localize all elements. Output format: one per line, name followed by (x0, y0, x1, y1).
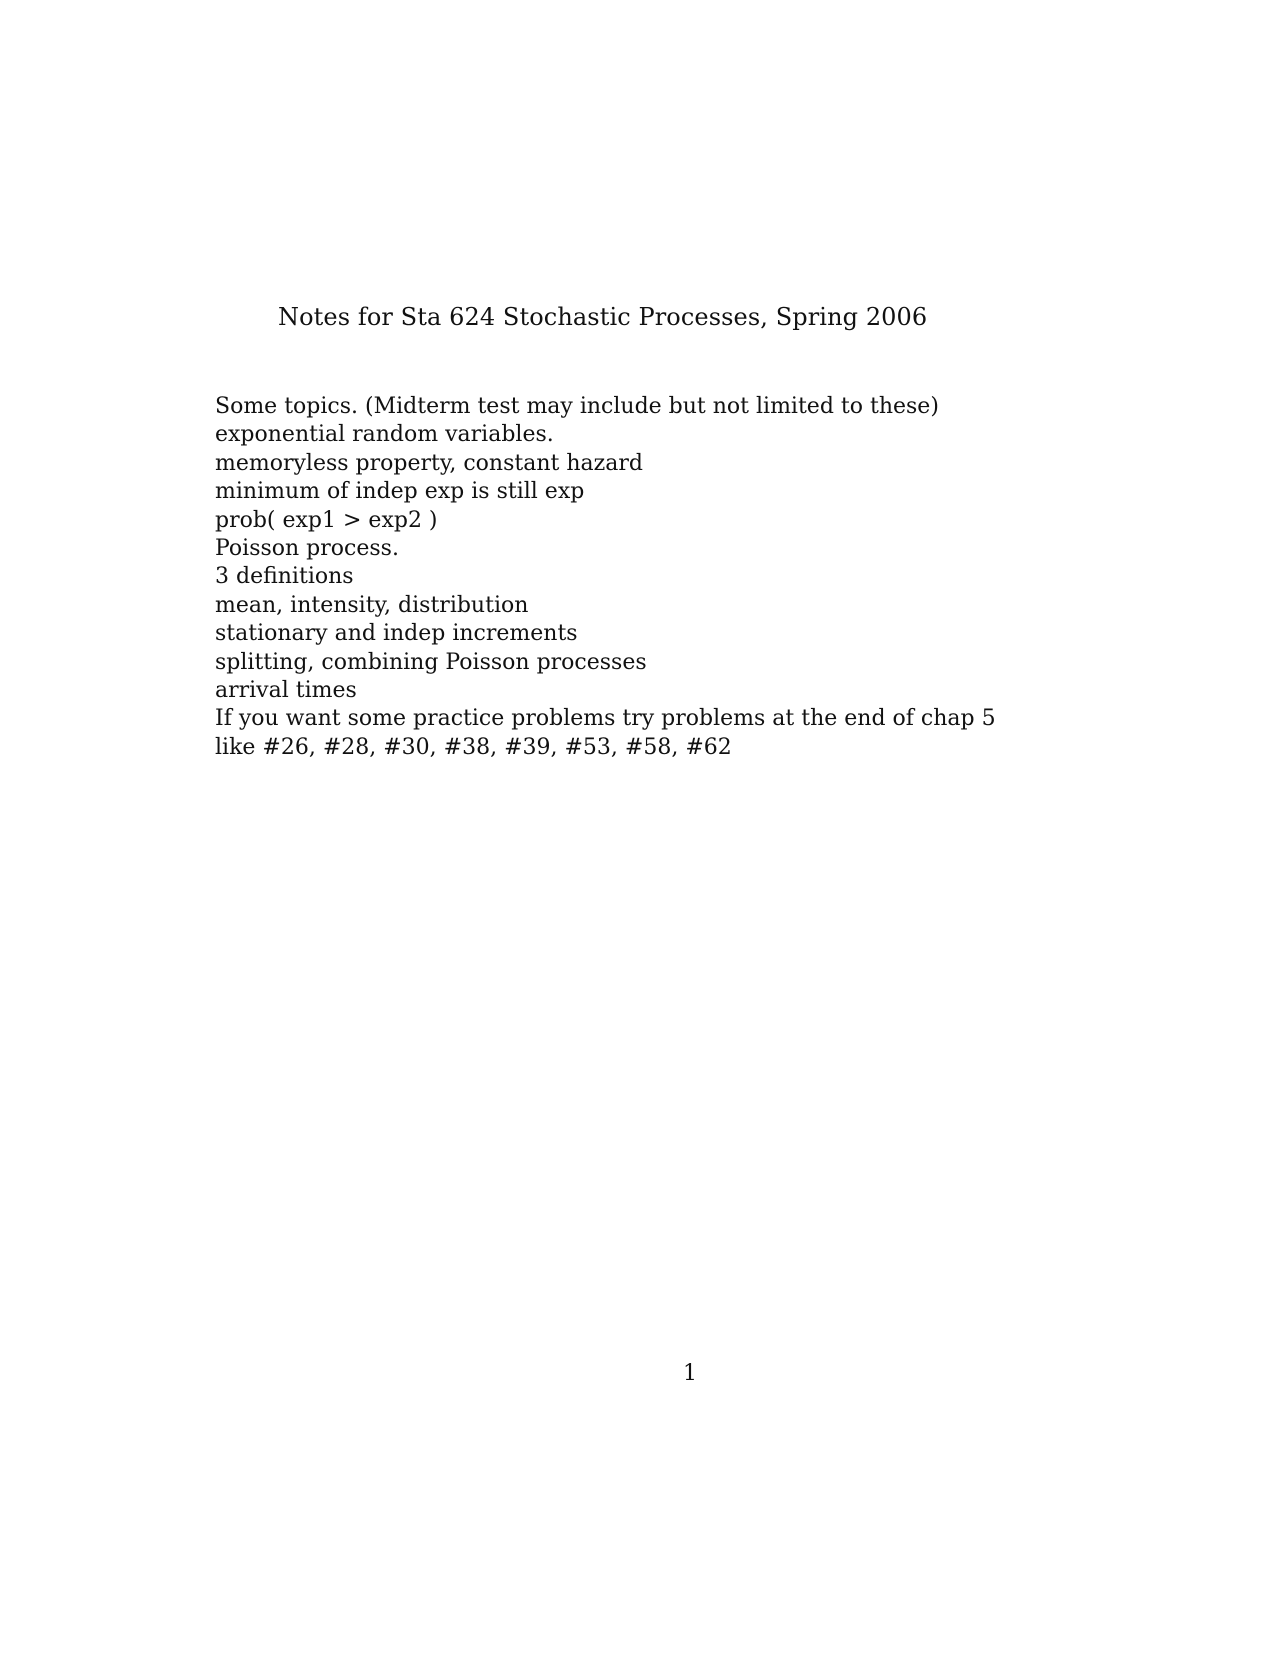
document-title: Notes for Sta 624 Stochastic Processes, Spring 2006 (278, 303, 928, 331)
topic-line: like #26, #28, #30, #38, #39, #53, #58, #62 (215, 734, 732, 760)
topic-line: mean, intensity, distribution (215, 592, 529, 618)
page-number: 1 (683, 1361, 697, 1386)
topic-line: memoryless property, constant hazard (215, 450, 643, 476)
topic-line: If you want some practice problems try problems at the end of chap 5 (215, 706, 996, 732)
topic-line: 3 definitions (215, 564, 354, 590)
topic-line: stationary and indep increments (215, 621, 578, 647)
topics-list (215, 393, 996, 762)
topic-line: minimum of indep exp is still exp (215, 479, 585, 505)
topic-line: prob( exp1 > exp2 ) (215, 507, 438, 533)
topic-line: Some topics. (Midterm test may include but not limited to these) (215, 394, 939, 419)
topic-line: arrival times (215, 678, 357, 704)
topic-line: exponential random variables. (215, 422, 554, 448)
topic-line: splitting, combining Poisson processes (215, 649, 647, 675)
topic-line: Poisson process. (215, 536, 399, 562)
